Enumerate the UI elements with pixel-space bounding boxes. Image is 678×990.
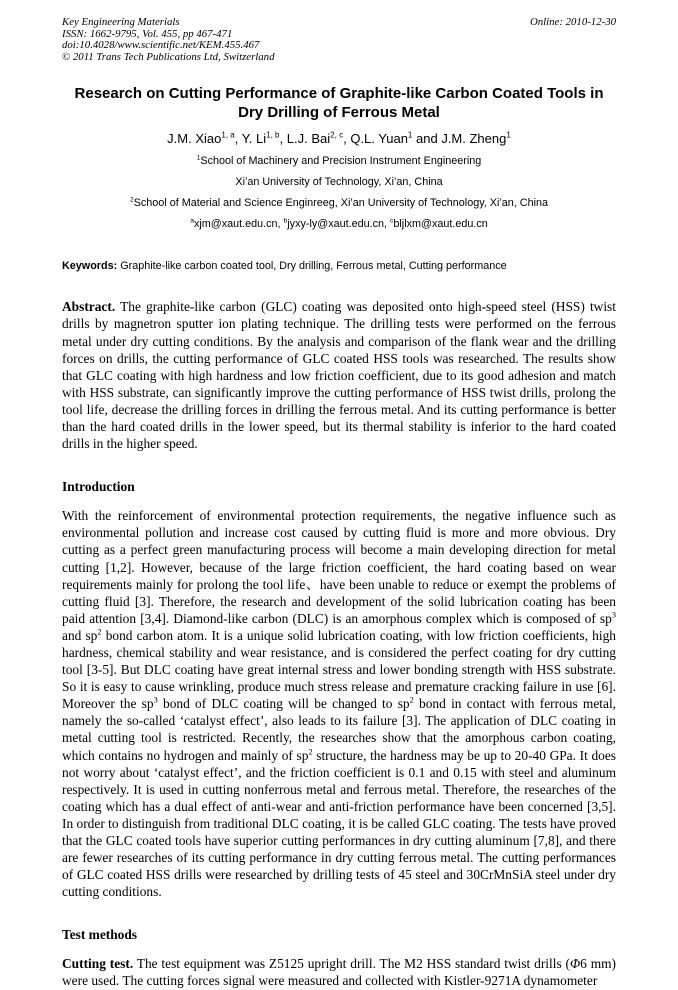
affiliation-1-department: $^1$School of Machinery and Precision Instrument Engineering <box>196 154 482 168</box>
keywords-line: Keywords: Graphite-like carbon coated tool, Dry drilling, Ferrous metal, Cutting performance <box>62 260 507 273</box>
journal-name: Key Engineering Materials <box>62 16 180 28</box>
online-date: Online: 2010-12-30 <box>529 16 616 28</box>
journal-header-left <box>62 17 274 63</box>
abstract-paragraph: Abstract. The graphite-like carbon (GLC) coating was deposited onto high-speed steel (HSS) twist drills by magnetron sputter ion plating technique. The drilling tests were performed on the ferrous metal under dry cutting conditions. By the analysis and comparison of the flank wear and the drilling forces on drills, the cutting performance of GLC coated HSS tools was researched. The results show that GLC coating with high hardness and low friction coefficient, due to its good adhesion and match with HSS substrate, can significantly improve the cutting performance of HSS twist drills, prolong the tool life, decrease the drilling forces in drilling the ferrous metal. And its cutting performance is better than the hard coated drills in the lower speed, but its thermal stability is inferior to the hard coated drills in the higher speed. <box>62 299 616 452</box>
introduction-paragraph: With the reinforcement of environmental protection requirements, the negative influence such as environmental pollution and increase cost caused by cutting fluid is more and more obvious. Dry cutting as a perfect green manufacturing process will become a main developing direction for metal cutting [1,2]. However, because of the large friction coefficient, the hard coating based on wear requirements mainly for prolong the tool life、have been unable to reduce or exempt the problems of cutting fluid [3]. Therefore, the research and development of the solid lubrication coating has been paid attention [3,4]. Diamond-like carbon (DLC) is an amorphous complex which is composed of $sp^3$ and $sp^2$ bond carbon atom. It is a unique solid lubrication coating, with low friction coefficients, high hardness, chemical stability and wear resistance, and is considered the perfect coating for dry cutting tool [3-5]. But DLC coating have great internal stress and lower bonding strength with HSS substrate. So it is easy to cause wrinkling, produce much stress release and premature cracking failure in use [6]. Moreover the $sp^3$ bond of DLC coating will be changed to $sp^2$ bond in contact with ferrous metal, namely the so-called ‘catalyst effect’, also leads to its failure [3]. The application of DLC coating in metal cutting tool is restricted. Recently, the researches show that the amorphous carbon coating, which contains no hydrogen and mainly of $sp^2$ structure, the hardness may be up to 20-40 GPa. It does not worry about ‘catalyst effect’, and the friction coefficient is 0.1 and 0.15 with steel and aluminum respectively. It is used in cutting nonferrous metal and ferrous metal. Therefore, the researches of the coating which has a dual effect of anti-wear and anti-friction performance have been concerned [3,5]. In order to distinguish from traditional DLC coating, it is be called GLC coating. The tests have proved that the GLC coated tools have superior cutting performances in dry cutting aluminum [7,8], and there are fewer researches of its cutting performance in dry cutting ferrous metal. The cutting performances of GLC coated HSS drills were researched by drilling tests of 45 steel and 30CrMnSiA steel under dry cutting conditions. <box>62 508 617 900</box>
issn-volume-line: ISSN: 1662-9795, Vol. 455, pp 467-471 <box>62 27 233 40</box>
authors-line: J.M. Xiao$^{1, a}$, Y. Li$^{1, b}$, L.J. Bai$^{2, c}$, Q.L. Yuan$^1$ and J.M. Zheng$^1$ <box>167 131 511 147</box>
test-methods-paragraph: Cutting test. The test equipment was Z5125 upright drill. The M2 HSS standard twist drills (Φ6 mm) were used. The cutting forces signal were measured and collected with Kistler-9271A dynamometer <box>62 956 617 989</box>
copyright-line: © 2011 Trans Tech Publications Ltd, Switzerland <box>62 50 275 63</box>
section-heading-test-methods: Test methods <box>62 927 138 943</box>
author-emails: $^a$xjm@xaut.edu.cn, $^b$jyxy-ly@xaut.edu.cn, $^c$bljlxm@xaut.edu.cn <box>190 217 488 231</box>
section-heading-introduction: Introduction <box>62 479 135 495</box>
journal-header <box>62 17 616 63</box>
affiliation-2: $^2$School of Material and Science Enginreeg, Xi’an University of Technology, Xi’an, China <box>129 196 549 210</box>
paper-title: Research on Cutting Performance of Graphite-like Carbon Coated Tools in Dry Drilling of Ferrous Metal <box>74 85 604 122</box>
affiliation-1-university: Xi’an University of Technology, Xi’an, China <box>235 176 443 189</box>
doi-line: doi:10.4028/www.scientific.net/KEM.455.467 <box>62 39 260 52</box>
